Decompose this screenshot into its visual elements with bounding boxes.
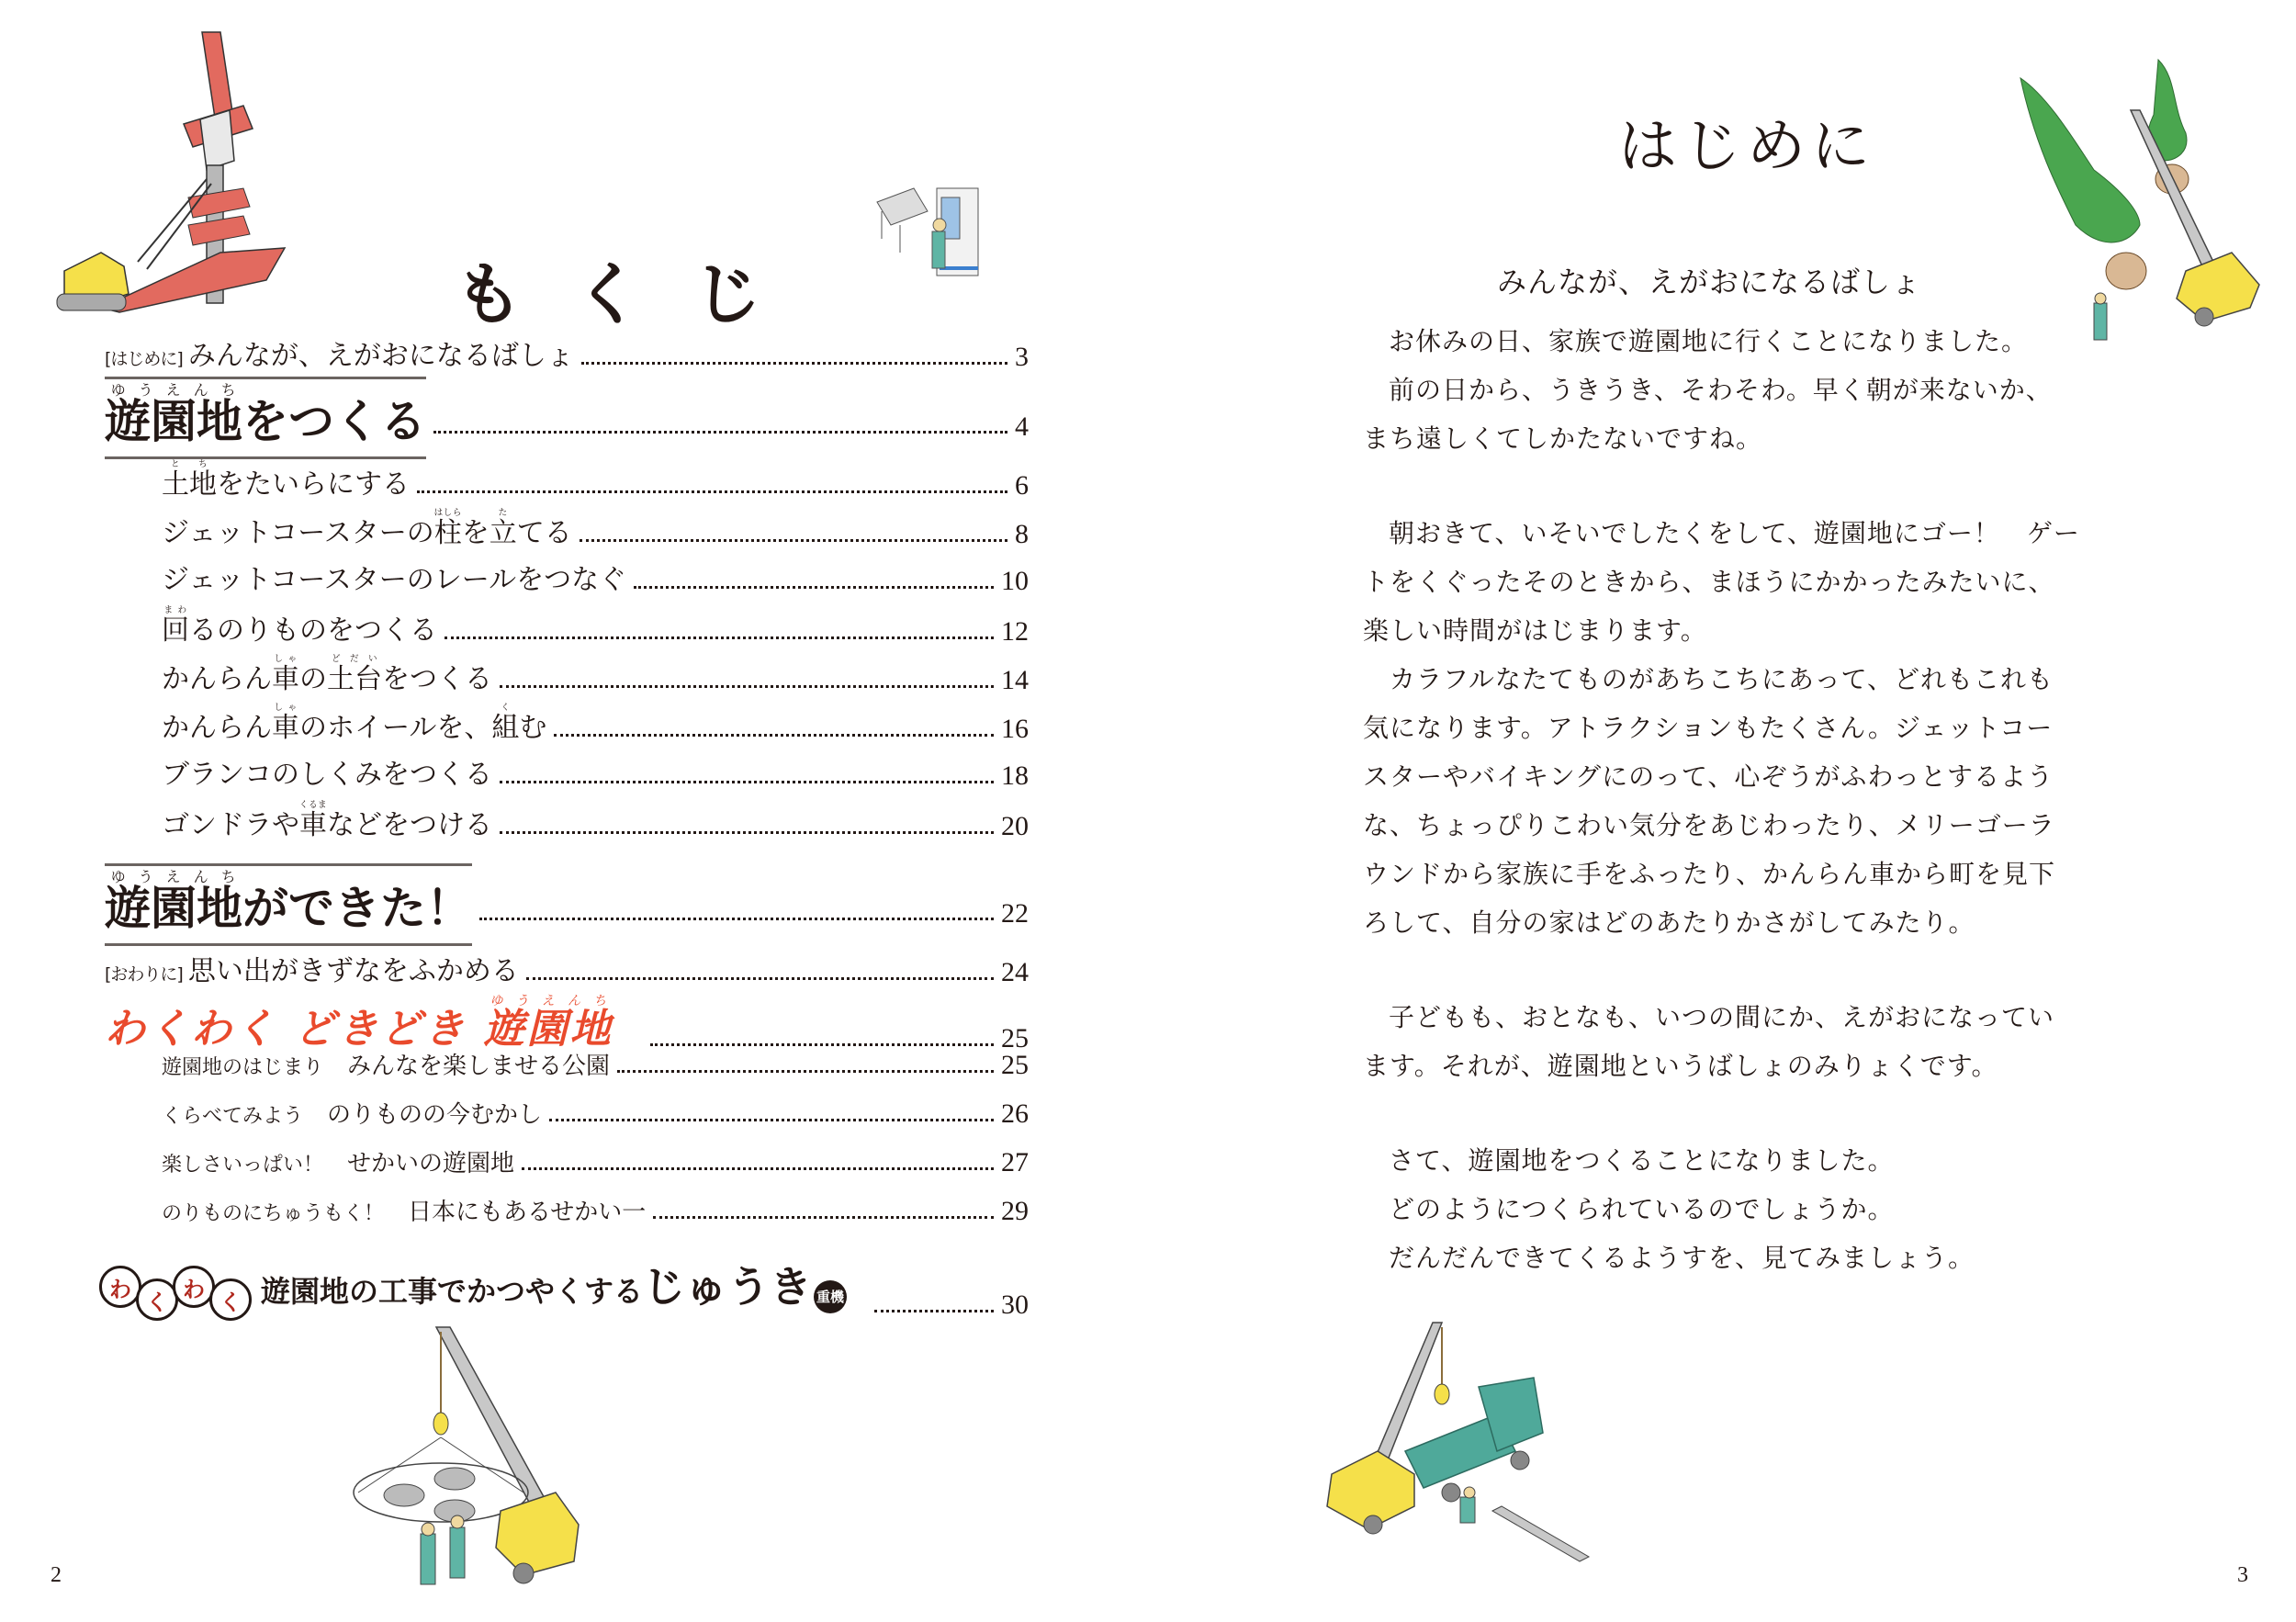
furigana: く [491,703,520,713]
toc-title: もくじ [455,255,813,334]
toc-entry-introduction[interactable] [105,332,1029,373]
toc-section-kanji: 遊園地 [105,395,242,448]
page-number-left: 2 [51,1563,62,1587]
text-line: 楽しい時間がはじまります。 [1363,615,1707,646]
toc-entry[interactable] [105,605,1029,648]
toc-entry-label: をたいらにする [217,468,410,501]
toc-kanji: 車 [272,663,299,695]
toc-entry-label: の [299,663,327,695]
toc-kicker: 遊園地のはじまり [162,1056,324,1079]
toc-entry-label: かんらん [162,663,272,695]
toc-entry-label: のりものの今むかし [327,1101,543,1129]
text-line: だんだんできてくるようすを、見てみましょう。 [1389,1243,1975,1273]
toc-page-number: 25 [1001,1050,1029,1080]
toc-page-number: 20 [1001,811,1029,841]
text-line: どのようにつくられているのでしょうか。 [1389,1194,1895,1224]
leader-dots [445,636,994,639]
toc-entry-label: をつくる [382,663,492,695]
toc-page-number: 26 [1001,1098,1029,1129]
leader-dots [479,918,994,920]
toc-entry-label: かんらん [162,712,272,744]
toc-entry[interactable] [105,800,1029,842]
toc-page-number: 10 [1001,566,1029,596]
leader-dots [650,1043,994,1046]
toc-entry-label: せかいの遊園地 [347,1150,515,1177]
toc-entry[interactable] [105,1096,1029,1130]
leader-dots [500,781,994,783]
toc-kanji: 車 [298,809,328,841]
toc-page-number: 30 [1001,1290,1029,1320]
crane-and-truck-illustration [1313,1313,1607,1571]
furigana: どだい [327,654,382,664]
toc-bracket-label: [はじめに] [105,349,183,369]
furigana: まわ [162,605,189,615]
tree-lifting-crane-illustration [1993,41,2296,344]
toc-bracket-label: [おわりに] [105,964,183,985]
toc-entry-label: を [461,517,490,549]
toc-entry[interactable] [105,703,1029,745]
toc-entry-label: のホイールを、 [299,712,492,744]
text-line: な、ちょっぴりこわい気分をあじわったり、メリーゴーラ [1363,810,2055,840]
toc-kanji: 柱 [433,517,462,549]
text-line: ます。それが、遊園地というばしょのみりょくです。 [1363,1051,1998,1081]
toc-entry-label: む [519,712,547,744]
leader-dots [617,1070,994,1073]
toc-feature-kanji: 遊園地 [483,1006,613,1053]
toc-kicker: 楽しさいっぱい！ [162,1154,324,1177]
toc-page-number: 16 [1001,714,1029,744]
wakuwaku-bubble-logo [105,1266,252,1321]
toc-entry-label: みんなを楽しませる公園 [347,1053,611,1080]
text-line: お休みの日、家族で遊園地に行くことになりました。 [1389,326,2029,356]
toc-section-build-park[interactable] [105,377,1029,459]
toc-kanji: 車 [272,712,299,744]
text-line: 気になります。アトラクションもたくさん。ジェットコー [1363,713,2054,743]
furigana: ゆうえんち [105,868,242,885]
toc-entry[interactable] [105,557,1029,597]
toc-entry-label: みんなが、えがおになるばしょ [187,340,574,372]
toc-kanji: 土台 [327,663,382,695]
toc-entry-label: てる [516,517,572,549]
text-line: トをくぐったそのときから、まほうにかかったみたいに、 [1363,567,2055,597]
toc-kanji: 組 [491,712,520,744]
toc-section-kanji: 遊園地 [105,882,242,935]
toc-page-number: 25 [1001,1023,1029,1053]
leader-dots [549,1119,994,1121]
bubble-char: く [136,1278,178,1321]
intro-subtitle: みんなが、えがおになるばしょ [1497,265,1922,299]
toc-page-number: 22 [1001,898,1029,929]
toc-section-park-complete[interactable] [105,863,1029,946]
leader-dots [874,1310,994,1312]
bubble-char: わ [99,1266,141,1308]
toc-entry-label: などをつける [327,809,492,841]
text-line: スターやバイキングにのって、心ぞうがふわっとするよう [1363,761,2054,792]
intro-body-text [1363,317,2088,1282]
text-line: 前の日から、うきうき、そわそわ。早く朝が来ないか、 [1389,375,2053,405]
toc-entry-label: 遊園地の工事でかつやくする [261,1274,644,1309]
toc-page-number: 6 [1015,470,1029,501]
toc-section-label: ができた！ [242,882,472,935]
text-line: さて、遊園地をつくることになりました。 [1389,1145,1895,1176]
leader-dots [634,586,994,589]
toc-kanji: 立 [489,517,517,549]
paragraph [1363,993,2088,1090]
toc-page-number: 4 [1015,411,1029,442]
toc-entry[interactable] [105,654,1029,696]
furigana: ゆうえんち [105,381,242,399]
toc-page-number: 27 [1001,1147,1029,1177]
leader-dots [417,490,1007,493]
right-page-introduction [1148,0,2296,1622]
toc-entry[interactable] [105,1047,1029,1081]
furigana: た [489,508,517,518]
toc-feature-label: わくわく どきどき [105,1006,467,1053]
toc-entry-label: ブランコのしくみをつくる [162,759,492,791]
leader-dots [526,977,994,980]
leader-dots [581,362,1007,365]
toc-page-number: 3 [1015,342,1029,372]
toc-entry[interactable] [105,751,1029,792]
toc-page-number: 29 [1001,1196,1029,1226]
vending-machine-illustration [868,175,987,285]
toc-entry-label: 日本にもあるせかい一 [408,1199,647,1226]
leader-dots [433,431,1007,434]
furigana: しゃ [272,703,299,713]
toc-entry-label: 思い出がきずなをふかめる [187,955,519,987]
toc-section-label: をつくる [242,395,426,448]
furigana: はしら [433,508,462,518]
toc-kanji: 土地 [162,468,217,501]
leader-dots [653,1216,994,1219]
toc-feature-wakuwaku-dokidoki[interactable] [105,994,1029,1054]
toc-entry[interactable] [105,1193,1029,1227]
toc-kicker: のりものにちゅうもく！ [162,1202,385,1225]
leader-dots [522,1167,994,1170]
mobile-crane-illustration [349,1318,588,1594]
toc-page-number: 24 [1001,957,1029,987]
toc-page-number: 8 [1015,519,1029,549]
pile-driver-crane-illustration [46,14,321,317]
toc-page-number: 14 [1001,665,1029,695]
bubble-char: く [209,1278,252,1321]
toc-kanji: 回 [162,614,189,647]
toc-entry-label: ゴンドラや [162,809,299,841]
text-line: 朝おきて、いそいでしたくをして、遊園地にゴー！ ゲー [1389,518,2080,548]
toc-entry[interactable] [105,508,1029,550]
leader-dots [500,685,994,688]
toc-kicker: くらべてみよう [162,1105,304,1128]
toc-page-number: 12 [1001,616,1029,647]
paragraph [1363,317,2088,463]
toc-page-number: 18 [1001,760,1029,791]
text-line: まち遠しくてしかたないですね。 [1363,423,1763,454]
text-line: カラフルなたてものがあちこちにあって、どれもこれも [1363,664,2054,694]
toc-entry-label: ジェットコースターのレールをつなぐ [162,564,627,596]
furigana: しゃ [272,654,299,664]
furigana: ゆうえんち [483,994,613,1008]
furigana: くるま [298,800,328,810]
paragraph [1363,509,2088,947]
text-line: ウンドから家族に手をふったり、かんらん車から町を見下 [1363,859,2056,889]
intro-title: はじめに [1618,113,1875,181]
text-line: ろして、自分の家はどのあたりかさがしてみたり。 [1363,907,1975,938]
leader-dots [500,831,994,834]
bubble-char: わ [173,1266,215,1308]
toc-entry-label: ジェットコースターの [162,517,434,549]
toc-feature-heavy-machinery[interactable] [105,1254,1029,1321]
paragraph [1363,1136,2088,1282]
leader-dots [580,539,1007,542]
leader-dots [554,734,994,737]
heavy-machinery-badge: 重機 [814,1280,847,1313]
toc-entry-label: るのりものをつくる [189,614,437,647]
toc-entry[interactable] [105,459,1029,501]
toc-entry-emphasis: じゅうき [643,1262,813,1312]
toc-entry[interactable] [105,1144,1029,1178]
toc-entry-afterword[interactable] [105,948,1029,988]
furigana: とち [162,459,217,469]
text-line: 子どもも、おとなも、いつの間にか、えがおになってい [1389,1002,2055,1032]
page-number-right: 3 [2237,1563,2248,1587]
